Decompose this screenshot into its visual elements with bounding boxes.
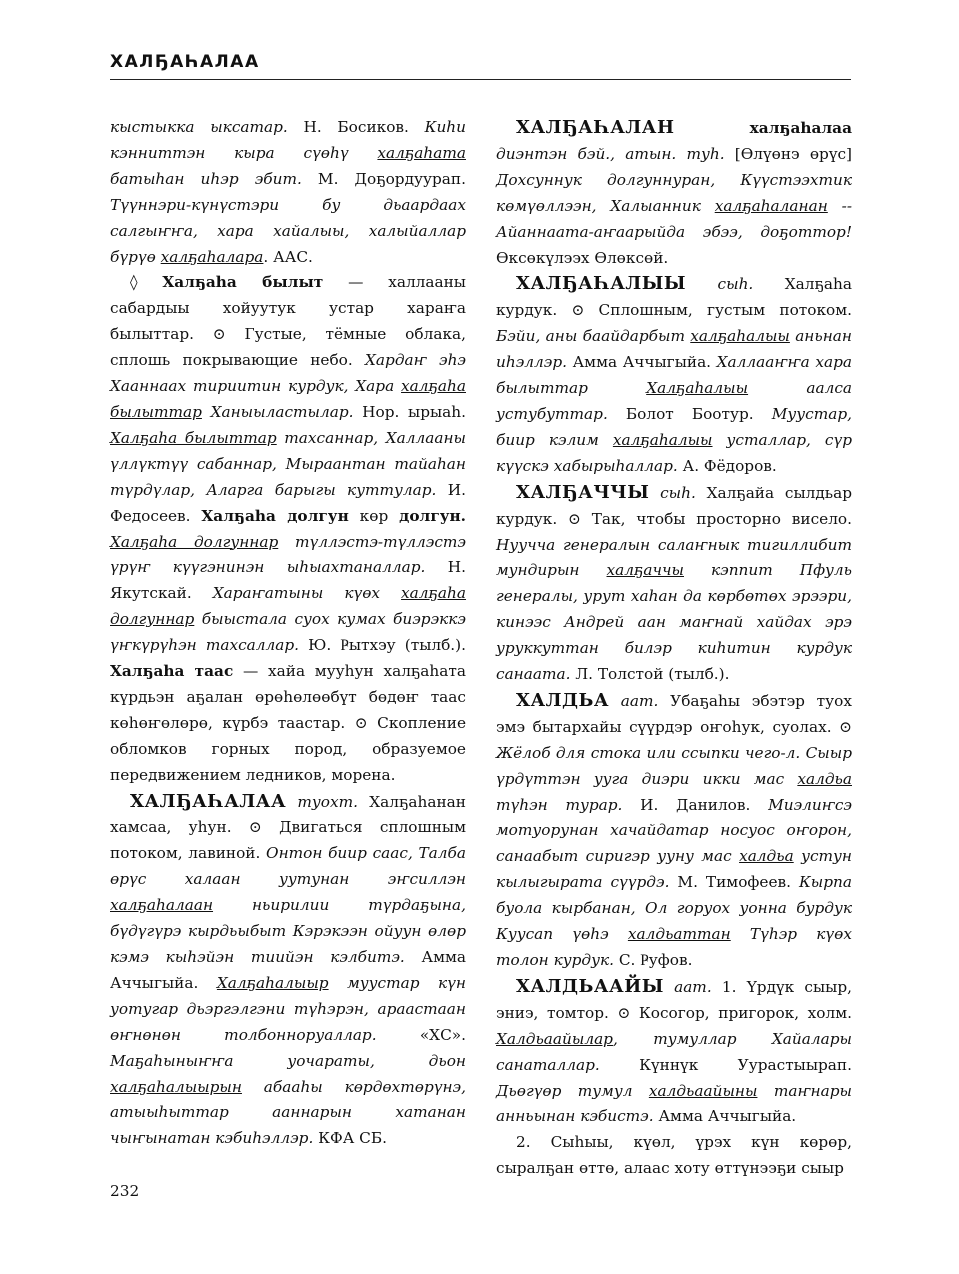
headword: ХАЛДЬААЙЫ bbox=[516, 975, 664, 997]
entry-khalgahalaa bbox=[110, 789, 466, 1153]
text-run: Халҕаһа долгун bbox=[201, 506, 349, 525]
text-run: муустар күн уотугар дьэргэлгэни түһэрэн, араастаан өҥнөнөн толбонноруаллар. bbox=[110, 973, 466, 1044]
text-run: ◊ bbox=[130, 273, 163, 292]
text-run: Л. Толстой (тылб.). bbox=[570, 665, 730, 684]
text-run: аат. bbox=[609, 691, 659, 710]
text-run: И. Федосеев. bbox=[110, 480, 466, 525]
text-run: КФА СБ. bbox=[313, 1129, 387, 1148]
text-run: Нор. ырыаһ. bbox=[353, 402, 466, 421]
text-run: Нууччa генералын салаҥнык тигиллибит мундирын bbox=[496, 535, 852, 580]
header-rule bbox=[110, 79, 851, 80]
text-run: Күннүк Уурастыырап. bbox=[599, 1055, 852, 1074]
text-run: кыстыкка ыксатар. bbox=[110, 118, 288, 136]
text-run: Хардаҥ эһэ Хааннаах тириитин курдук, Хара bbox=[110, 351, 466, 396]
text-run: сыһ. bbox=[649, 483, 696, 502]
entry-khaldyaaiy-sense-2 bbox=[496, 1130, 852, 1182]
text-run: устун кылыгырата сүүрдэ. bbox=[496, 847, 852, 892]
text-run: долгун. bbox=[399, 506, 467, 525]
text-run: Халҕайа сылдьар курдук. ⊙ Так, чтобы просторно висело. bbox=[496, 483, 852, 528]
highlighted-term: Халҕаһалыы bbox=[646, 379, 749, 398]
headword: ХАЛҔАЧЧЫ bbox=[516, 481, 650, 503]
text-run: түһэн турар. bbox=[496, 795, 623, 814]
text-run: Амма Аччыгыйа. bbox=[653, 1107, 797, 1126]
text-run: түллэстэ-түллэстэ үрүҥ күүгэнинэн ыһыахтаналлар. bbox=[110, 532, 466, 577]
text-run: Халлааҥҥа хара былыттар bbox=[496, 353, 852, 398]
text-run: абааһы көрдөхтөрүнэ, атыыһыттар ааннарын хатанан чыҥынатан кэбиһэллэр. bbox=[110, 1077, 466, 1148]
text-run: Ю. Ҏытхэу (тылб.). bbox=[299, 636, 466, 655]
text-run: Киһи кэнниттэн кыра сүөһү bbox=[110, 118, 467, 162]
highlighted-term: халҕаһалара bbox=[160, 247, 264, 266]
highlighted-term: халҕаһа былыттар bbox=[110, 377, 466, 421]
text-run: диэнтэн бэй., атын. туһ. bbox=[496, 144, 725, 163]
text-run: «ХС». bbox=[376, 1025, 466, 1044]
highlighted-term: халҕаһалыырын bbox=[110, 1077, 242, 1096]
text-run: [Өлүөнэ өрүс] bbox=[724, 144, 852, 163]
text-run: ньирилии түрдаҕына, бүдүгүрэ кырдьыбыт Кэрэкээн ойуун өлөр кэмэ кыһэйэн тиийэн кэлбитэ. bbox=[110, 896, 466, 966]
headword: ХАЛДЬА bbox=[516, 689, 610, 711]
entry-khaldyaaiy bbox=[496, 974, 852, 1130]
text-run: Халҕаһанан хамсаа, уһун. ⊙ Двигаться сплошным потоком, лавиной. bbox=[110, 792, 466, 863]
text-run: аньнан иһэллэр. bbox=[496, 327, 852, 372]
highlighted-term: халҕаччы bbox=[606, 561, 684, 580]
highlighted-term: халдьаттан bbox=[627, 925, 731, 944]
text-run: — хайа мууһун халҕаһата күрдьэн аҕалан өрөһөлөөбүт бөдөҥ таас көһөҥөлөрө, күрбэ таастар. ⊙ Скопление обломков горных пород, образуемое передвижением ледников, морена. bbox=[110, 662, 466, 784]
text-run: Онтон биир саас, Талба өрүс халаан уутунан эҥсиллэн bbox=[110, 844, 466, 889]
text-run: Халҕаһа курдук. ⊙ Сплошным, густым потоком. bbox=[496, 275, 852, 320]
text-run: усталлар, сүр күүскэ хабырыһаллар. bbox=[496, 430, 852, 475]
text-run: сыһ. bbox=[686, 275, 754, 294]
text-run: Амма Аччыгыйа. bbox=[110, 948, 466, 992]
text-run: аалса устубуттар. bbox=[496, 379, 853, 423]
highlighted-term: халдьаайыны bbox=[648, 1081, 758, 1100]
text-run: М. Доҕордуурап. bbox=[301, 169, 466, 188]
highlighted-term: халҕаһата bbox=[377, 143, 466, 162]
highlighted-term: халҕаһа долгуннар bbox=[110, 584, 467, 629]
entry-idiom-block bbox=[110, 270, 466, 788]
text-run: 1. Үрдүк сыыр, эниэ, томтор. ⊙ Косогор, пригорок, холм. bbox=[496, 977, 852, 1022]
text-run: көр bbox=[348, 506, 400, 525]
text-run: Халҕаһа былыт bbox=[162, 273, 324, 292]
text-run: Түһэр күөх толон курдук. bbox=[496, 925, 852, 969]
highlighted-term: халҕаһаланан bbox=[714, 196, 828, 215]
text-run: -- Айаннаата-аҥаарыйда эбээ, доҕоттор! bbox=[496, 196, 853, 241]
text-run: Убаҕаһы эбэтэр туох эмэ бытархайы сүүрдэр оҥоһук, суолах. ⊙ bbox=[496, 691, 852, 736]
page-number: 232 bbox=[110, 1182, 140, 1200]
text-run: Бэйи, аны баайдарбыт bbox=[496, 327, 691, 346]
highlighted-term: Халҕаһалыыр bbox=[216, 973, 329, 992]
text-run: Халҕаһа таас bbox=[110, 662, 234, 681]
highlighted-term: Халдьаайылар bbox=[496, 1029, 613, 1048]
entry-khaldya bbox=[496, 688, 852, 974]
text-run: Амма Аччыгыйа. bbox=[566, 353, 717, 372]
text-run: , тумуллар Хайалары санаталлар. bbox=[496, 1029, 852, 1074]
highlighted-term: халдьа bbox=[797, 769, 852, 788]
text-run: Хараҥатыны күөх bbox=[212, 584, 402, 603]
text-run: Муустар, биир кэлим bbox=[496, 404, 852, 449]
text-run: быыстала суох кумах биэрэккэ үҥкүрүһэн тахсаллар. bbox=[110, 610, 466, 655]
text-run: аат. bbox=[663, 977, 712, 996]
highlighted-term: Халҕаһа долгуннар bbox=[110, 532, 279, 551]
text-run: Н. Босиков. bbox=[287, 118, 425, 136]
highlighted-term: Халҕаһа былыттар bbox=[110, 428, 277, 447]
text-run: Кырпа буола кырбанан, Ол горуох уонна бурдук Куусап үөһэ bbox=[496, 873, 852, 944]
text-run: — халлааны сабардыы хойуутук устар хараҥа былыттар. ⊙ Густые, тёмные облака, сплошь покрывающие небо. bbox=[110, 273, 466, 370]
highlighted-term: халҕаһалыы bbox=[690, 327, 790, 346]
text-run: таҥнары анньынан кэбистэ. bbox=[496, 1081, 852, 1126]
headword: ХАЛҔАҺАЛАА bbox=[130, 790, 287, 812]
headword: ХАЛҔАҺАЛЫЫ bbox=[516, 273, 687, 295]
text-run: Өксөкүлээх Өлөксөй. bbox=[496, 248, 669, 267]
highlighted-term: халҕаһалаан bbox=[110, 896, 214, 915]
entry-continuation bbox=[110, 115, 466, 270]
entry-khalgachchy bbox=[496, 480, 852, 688]
text-run: Дьөгүөр тумул bbox=[496, 1081, 649, 1100]
text-run: Маҕаһыныҥҥа уочараты, дьон bbox=[110, 1051, 466, 1070]
entry-khalgahalyy bbox=[496, 271, 852, 479]
text-run: С. Ҏуфов. bbox=[613, 951, 693, 969]
running-header bbox=[110, 52, 851, 72]
text-run: М. Тимофеев. bbox=[669, 873, 799, 892]
text-run: Түүннэри-күнүстэри бу дьаардаах салгыҥҥа, хара хайалыы, халыйаллар бүрүө bbox=[110, 195, 466, 266]
right-column bbox=[496, 115, 852, 1182]
text-run: Жёлоб для стока или ссыпки чего-л. Сыыр үрдүттэн ууга диэри икки мас bbox=[496, 743, 852, 788]
text-run: 2. Сыһыы, күөл, үрэх күн көрөр, сыралҕан өттө, алаас хоту өттүнээҕи сыыр bbox=[496, 1133, 852, 1178]
highlighted-term: халҕаһалыы bbox=[612, 430, 713, 449]
headword: ХАЛҔАҺАЛАН bbox=[516, 117, 675, 138]
running-header-title: ХАЛҔАҺАЛАА bbox=[110, 52, 260, 72]
entry-khalgahalan bbox=[496, 115, 852, 271]
text-run: кэппит Пфуль генералы, урут хаһан да көрбөтөх эрээри, кинээс Андрей аан маҥнай хайдах эрэ уруккуттан билэр киһитин курдук санаата. bbox=[496, 561, 852, 684]
highlighted-term: халдьа bbox=[739, 847, 794, 866]
text-run: туохт. bbox=[286, 792, 358, 811]
text-run: батыһан иһэр эбит. bbox=[110, 169, 302, 188]
text-run: Н. Якутскай. bbox=[110, 558, 466, 603]
text-run: Дохсуннук долгуннуран, Күүстээхтик көмүөллээн, Халыанник bbox=[496, 170, 852, 215]
text-run: А. Фёдоров. bbox=[677, 456, 777, 475]
text-run: И. Данилов. bbox=[622, 795, 769, 814]
text-run: тахсаннар, Халлааны үллүктүү сабаннар, Мыраантан тайаһан түрдүлар, Аларга барыгы куттулар. bbox=[110, 428, 466, 499]
text-run: . ААС. bbox=[263, 247, 313, 266]
text-run: Миэлиҥсэ мотуорунан хачайдатар носуос оҥорон, санаабыт сиригэр ууну мас bbox=[496, 795, 852, 866]
text-run: Ханыыластылар. bbox=[201, 402, 354, 421]
left-column bbox=[110, 115, 466, 1152]
text-run: халҕаһалаа bbox=[674, 119, 852, 137]
text-run: Болот Боотур. bbox=[607, 404, 772, 423]
